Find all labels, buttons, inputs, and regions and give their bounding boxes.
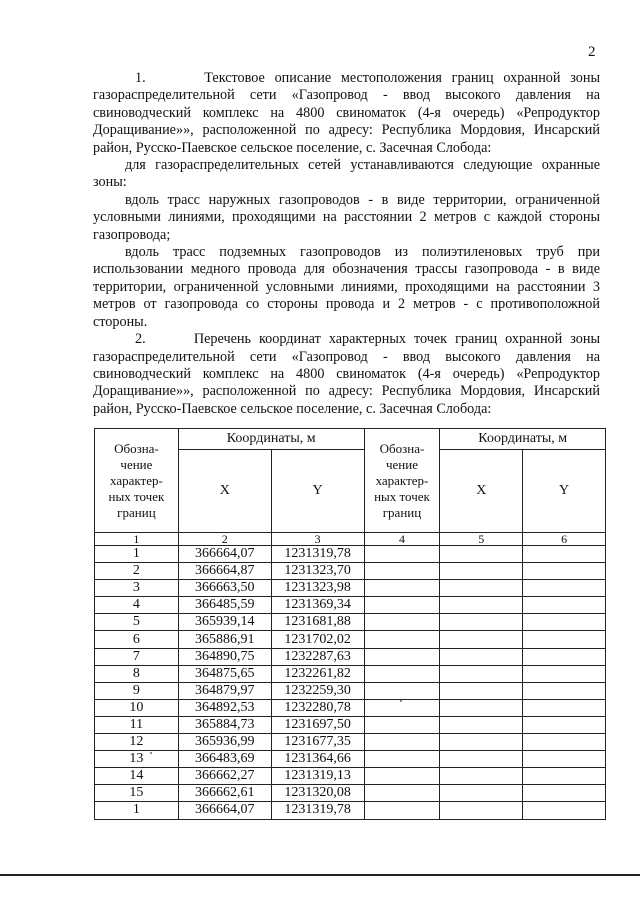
x-coordinate-cell: 364879,97 — [178, 682, 271, 699]
empty-x-cell — [440, 734, 523, 751]
empty-y-cell — [523, 580, 606, 597]
y-coordinate-cell: 1231319,78 — [271, 546, 364, 563]
x-coordinate-cell: 365939,14 — [178, 614, 271, 631]
y-coordinate-cell: 1231323,98 — [271, 580, 364, 597]
x-coordinate-cell: 364875,65 — [178, 665, 271, 682]
x-coordinate-cell: 366663,50 — [178, 580, 271, 597]
y-coordinate-cell: 1231369,34 — [271, 597, 364, 614]
point-number-cell: 4 — [95, 597, 179, 614]
table-row — [95, 580, 606, 597]
x-coordinate-cell: 366664,07 — [178, 802, 271, 819]
empty-y-cell — [523, 802, 606, 819]
x-coordinate-cell: 365884,73 — [178, 716, 271, 733]
column-number: 6 — [523, 533, 606, 546]
column-numbers-row — [95, 533, 606, 546]
point-number-cell: 11 — [95, 716, 179, 733]
column-number: 2 — [178, 533, 271, 546]
x-coordinate-cell: 365936,99 — [178, 734, 271, 751]
page-number: 2 — [588, 44, 596, 60]
table-row — [95, 699, 606, 716]
empty-point-cell — [364, 563, 440, 580]
column-number: 5 — [440, 533, 523, 546]
point-number-cell: 12 — [95, 734, 179, 751]
document-text — [93, 70, 600, 418]
empty-point-cell — [364, 751, 440, 768]
y-coordinate-cell: 1232280,78 — [271, 699, 364, 716]
table-row — [95, 631, 606, 648]
table-row — [95, 802, 606, 819]
empty-y-cell — [523, 648, 606, 665]
x-coordinate-cell: 366662,27 — [178, 768, 271, 785]
table-row — [95, 563, 606, 580]
empty-x-cell — [440, 802, 523, 819]
point-number-cell: 15 — [95, 785, 179, 802]
header-x-right: X — [440, 450, 523, 533]
point-number-cell: 8 — [95, 665, 179, 682]
y-coordinate-cell: 1231320,08 — [271, 785, 364, 802]
empty-y-cell — [523, 699, 606, 716]
empty-x-cell — [440, 785, 523, 802]
header-point-left: Обозна- чение характер- ных точек границ — [95, 429, 179, 533]
y-coordinate-cell: 1232261,82 — [271, 665, 364, 682]
empty-x-cell — [440, 580, 523, 597]
empty-point-cell — [364, 716, 440, 733]
paragraph-5: 2. Перечень координат характерных точек границ охранной зоны газораспределительной сети «Газопровод - ввод высокого давления на свиноводческий комплекс на 4800 свиноматок (4-я очередь) «Репродуктор Доращивание»», расположенной по адресу: Республика Мордовия, Инсарский район, Русско-Паевское сельское поселение, с. Засечная Слобода: — [93, 331, 600, 417]
empty-y-cell — [523, 563, 606, 580]
paragraph-1: 1. Текстовое описание местоположения границ охранной зоны газораспределительной сети «Газопровод - ввод высокого давления на свиноводческий комплекс на 4800 свиноматок (4-я очередь) «Репродуктор Доращивание»», расположенной по адресу: Республика Мордовия, Инсарский район, Русско-Паевское сельское поселение, с. Засечная Слобода: — [93, 70, 600, 156]
empty-point-cell — [364, 580, 440, 597]
point-number-cell: 10 — [95, 699, 179, 716]
empty-x-cell — [440, 614, 523, 631]
empty-y-cell — [523, 665, 606, 682]
x-coordinate-cell: 365886,91 — [178, 631, 271, 648]
y-coordinate-cell: 1231702,02 — [271, 631, 364, 648]
y-coordinate-cell: 1231681,88 — [271, 614, 364, 631]
coordinates-table — [94, 428, 606, 820]
empty-point-cell — [364, 614, 440, 631]
empty-y-cell — [523, 631, 606, 648]
table-row — [95, 716, 606, 733]
paragraph-2: для газораспределительных сетей устанавливаются следующие охранные зоны: — [93, 157, 600, 191]
point-number-cell: 1 — [95, 802, 179, 819]
y-coordinate-cell: 1231319,13 — [271, 768, 364, 785]
point-number-cell: 1 — [95, 546, 179, 563]
table-row — [95, 665, 606, 682]
empty-x-cell — [440, 751, 523, 768]
empty-x-cell — [440, 597, 523, 614]
table-row — [95, 768, 606, 785]
y-coordinate-cell: 1231697,50 — [271, 716, 364, 733]
empty-y-cell — [523, 597, 606, 614]
table-row — [95, 648, 606, 665]
y-coordinate-cell: 1231319,78 — [271, 802, 364, 819]
point-number-cell: 9 — [95, 682, 179, 699]
column-number: 3 — [271, 533, 364, 546]
coordinates-table-body — [95, 546, 606, 820]
point-number-cell: 7 — [95, 648, 179, 665]
x-coordinate-cell: 366664,07 — [178, 546, 271, 563]
x-coordinate-cell: 366485,59 — [178, 597, 271, 614]
point-number-cell: 2 — [95, 563, 179, 580]
point-number-cell: 13 — [95, 751, 179, 768]
scan-speck — [150, 752, 152, 754]
empty-y-cell — [523, 751, 606, 768]
empty-y-cell — [523, 682, 606, 699]
table-row — [95, 597, 606, 614]
paragraph-3: вдоль трасс наружных газопроводов - в виде территории, ограниченной условными линиями, проходящими на расстоянии 2 метров с каждой стороны газопровода; — [93, 191, 600, 243]
empty-y-cell — [523, 734, 606, 751]
y-coordinate-cell: 1231323,70 — [271, 563, 364, 580]
empty-y-cell — [523, 716, 606, 733]
empty-x-cell — [440, 563, 523, 580]
empty-y-cell — [523, 546, 606, 563]
x-coordinate-cell: 366483,69 — [178, 751, 271, 768]
point-number-cell: 14 — [95, 768, 179, 785]
point-number-cell: 5 — [95, 614, 179, 631]
table-row — [95, 734, 606, 751]
empty-x-cell — [440, 665, 523, 682]
x-coordinate-cell: 364892,53 — [178, 699, 271, 716]
scan-edge-line — [0, 874, 640, 876]
empty-point-cell — [364, 802, 440, 819]
empty-point-cell — [364, 734, 440, 751]
table-row — [95, 682, 606, 699]
empty-x-cell — [440, 631, 523, 648]
header-x-left: X — [178, 450, 271, 533]
x-coordinate-cell: 364890,75 — [178, 648, 271, 665]
y-coordinate-cell: 1231677,35 — [271, 734, 364, 751]
empty-x-cell — [440, 648, 523, 665]
x-coordinate-cell: 366662,61 — [178, 785, 271, 802]
empty-point-cell — [364, 682, 440, 699]
header-y-right: Y — [523, 450, 606, 533]
empty-point-cell — [364, 768, 440, 785]
header-coords-left: Координаты, м — [178, 429, 364, 450]
column-number: 4 — [364, 533, 440, 546]
header-point-right: Обозна- чение характер- ных точек границ — [364, 429, 440, 533]
point-number-cell: 3 — [95, 580, 179, 597]
empty-point-cell — [364, 648, 440, 665]
empty-point-cell — [364, 631, 440, 648]
empty-y-cell — [523, 768, 606, 785]
table-row — [95, 751, 606, 768]
empty-x-cell — [440, 699, 523, 716]
empty-y-cell — [523, 785, 606, 802]
empty-point-cell — [364, 597, 440, 614]
y-coordinate-cell: 1232259,30 — [271, 682, 364, 699]
y-coordinate-cell: 1231364,66 — [271, 751, 364, 768]
table-row — [95, 785, 606, 802]
header-coords-right: Координаты, м — [440, 429, 606, 450]
empty-x-cell — [440, 768, 523, 785]
paragraph-4: вдоль трасс подземных газопроводов из полиэтиленовых труб при использовании медного провода для обозначения трассы газопровода - в виде территории, ограниченной условными линиями, проходящими на расстоянии 3 метров от газопровода со стороны провода и 2 метров - с противоположной стороны. — [93, 244, 600, 330]
header-y-left: Y — [271, 450, 364, 533]
x-coordinate-cell: 366664,87 — [178, 563, 271, 580]
scan-speck — [400, 700, 402, 702]
empty-y-cell — [523, 614, 606, 631]
empty-point-cell — [364, 665, 440, 682]
empty-point-cell — [364, 785, 440, 802]
point-number-cell: 6 — [95, 631, 179, 648]
empty-x-cell — [440, 682, 523, 699]
table-row — [95, 546, 606, 563]
table-row — [95, 614, 606, 631]
empty-point-cell — [364, 699, 440, 716]
column-number: 1 — [95, 533, 179, 546]
empty-x-cell — [440, 546, 523, 563]
y-coordinate-cell: 1232287,63 — [271, 648, 364, 665]
empty-point-cell — [364, 546, 440, 563]
empty-x-cell — [440, 716, 523, 733]
